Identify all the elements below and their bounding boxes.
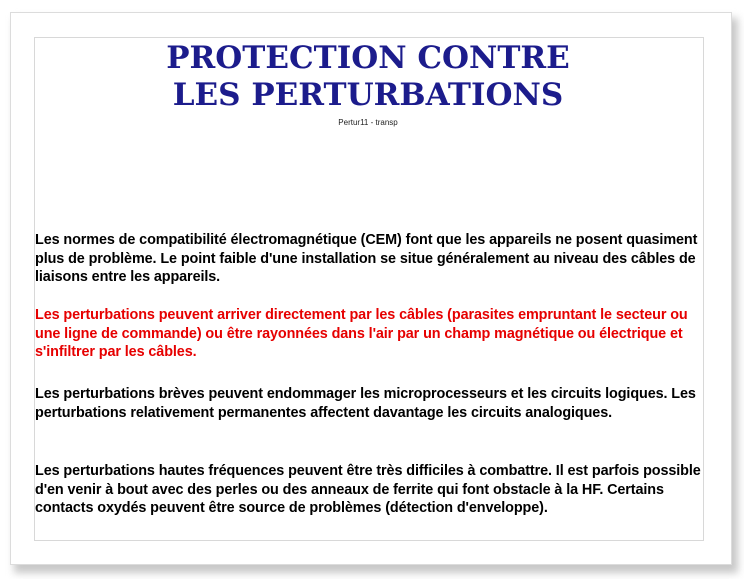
page-title xyxy=(0,40,736,114)
paragraph-high-frequency: Les perturbations hautes fréquences peuvent être très difficiles à combattre. Il est parfois possible d'en venir à bout avec des perles ou des anneaux de ferrite qui font obstacle à la HF. Certains contacts oxydés peuvent être source de problèmes (détection d'enveloppe). xyxy=(35,463,701,516)
paragraph-disturbance-paths: Les perturbations peuvent arriver directement par les câbles (parasites empruntant le secteur ou une ligne de commande) ou être rayonnées dans l'air par un champ magnétique ou électrique et s'infiltrer par les câbles. xyxy=(35,307,688,360)
slide-reference: Pertur11 - transp xyxy=(338,118,398,127)
title-line-1: PROTECTION CONTRE xyxy=(166,40,570,76)
paragraph-brief-disturbances: Les perturbations brèves peuvent endommager les microprocesseurs et les circuits logiques. Les perturbations relativement permanentes affectent davantage les circuits analogiques. xyxy=(35,386,696,421)
paragraph-cem-standards: Les normes de compatibilité électromagnétique (CEM) font que les appareils ne posent quasiment plus de problème. Le point faible d'une installation se situe généralement au niveau des câbles de liaisons entre les appareils. xyxy=(35,232,698,285)
title-line-2: LES PERTURBATIONS xyxy=(172,77,564,113)
